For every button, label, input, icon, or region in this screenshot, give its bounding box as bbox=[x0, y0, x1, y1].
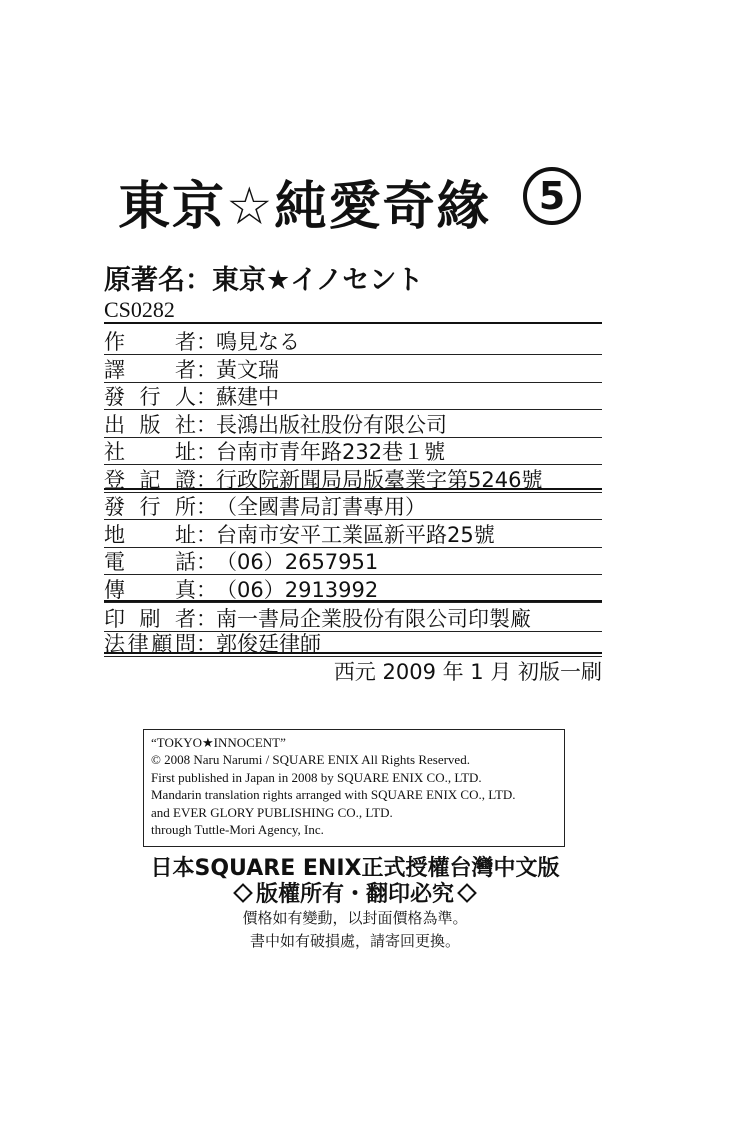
credit-value: 台南市青年路232巷１號 bbox=[216, 440, 446, 464]
colon-separator: ： bbox=[196, 631, 217, 656]
colon-separator: ： bbox=[196, 385, 217, 409]
rights-text: 版權所有・翻印必究 bbox=[255, 882, 454, 907]
credit-label: 發 行 人 bbox=[104, 385, 196, 409]
colon-separator: ： bbox=[196, 412, 217, 437]
colon-separator: ： bbox=[196, 440, 217, 464]
credit-label: 傳 真 bbox=[104, 577, 196, 602]
credit-label: 譯 者 bbox=[104, 357, 196, 382]
credit-label: 電 話 bbox=[104, 550, 196, 574]
divider bbox=[104, 488, 602, 490]
credit-value: （全國書局訂書專用） bbox=[216, 495, 426, 519]
credit-value: 行政院新聞局局版臺業字第5246號 bbox=[216, 467, 543, 492]
credit-label: 登 記 證 bbox=[104, 467, 196, 492]
divider bbox=[104, 652, 602, 654]
colon-separator: ： bbox=[196, 577, 217, 602]
copyright-line: © 2008 Naru Narumi / SQUARE ENIX All Rights Reserved. bbox=[151, 752, 470, 768]
diamond-icon bbox=[457, 883, 477, 903]
license-statement: 日本SQUARE ENIX正式授權台灣中文版 bbox=[150, 856, 560, 881]
credit-label: 法 律 顧 問 bbox=[104, 631, 196, 656]
copyright-box bbox=[143, 729, 565, 847]
rights-statement bbox=[0, 877, 710, 908]
colon-separator: ： bbox=[196, 522, 217, 547]
credit-label: 出 版 社 bbox=[104, 412, 196, 437]
credit-value: （06）2913992 bbox=[216, 577, 379, 602]
credit-label: 作 者 bbox=[104, 330, 196, 354]
colon-separator: ： bbox=[196, 357, 217, 382]
divider bbox=[104, 600, 602, 602]
colon-separator: ： bbox=[196, 550, 217, 574]
credit-value: 台南市安平工業區新平路25號 bbox=[216, 522, 495, 547]
colon-separator: ： bbox=[196, 330, 217, 354]
defect-notice: 書中如有破損處，請寄回更換。 bbox=[249, 932, 460, 950]
divider bbox=[104, 322, 602, 324]
credit-label: 地 址 bbox=[104, 522, 196, 547]
copyright-line: through Tuttle-Mori Agency, Inc. bbox=[151, 822, 324, 838]
original-title: 原著名：東京★イノセント bbox=[104, 265, 424, 296]
credit-value: （06）2657951 bbox=[216, 550, 379, 574]
credit-value: 黃文瑞 bbox=[216, 357, 279, 382]
diamond-icon bbox=[233, 883, 253, 903]
copyright-line: Mandarin translation rights arranged with SQUARE ENIX CO., LTD. bbox=[151, 787, 516, 803]
copyright-line: First published in Japan in 2008 by SQUARE ENIX CO., LTD. bbox=[151, 769, 482, 785]
credit-value: 長鴻出版社股份有限公司 bbox=[216, 412, 447, 437]
price-notice: 價格如有變動，以封面價格為準。 bbox=[242, 909, 468, 927]
copyright-line: “TOKYO★INNOCENT” bbox=[151, 735, 286, 750]
credit-value: 郭俊廷律師 bbox=[216, 631, 321, 656]
colon-separator: ： bbox=[196, 495, 217, 519]
credit-value: 南一書局企業股份有限公司印製廠 bbox=[216, 607, 531, 631]
catalog-code: CS0282 bbox=[104, 297, 175, 322]
book-title: 東京☆純愛奇緣 bbox=[118, 177, 491, 237]
credit-label: 印 刷 者 bbox=[104, 607, 196, 631]
copyright-line: and EVER GLORY PUBLISHING CO., LTD. bbox=[151, 804, 393, 820]
publication-date: 西元 2009 年 1 月 初版一刷 bbox=[333, 660, 602, 684]
credit-label: 社 址 bbox=[104, 440, 196, 464]
volume-number-badge: 5 bbox=[523, 167, 581, 225]
credit-value: 蘇建中 bbox=[216, 385, 279, 409]
colon-separator: ： bbox=[196, 607, 217, 631]
credit-value: 鳴見なる bbox=[216, 330, 300, 354]
colon-separator: ： bbox=[196, 467, 217, 492]
credit-label: 發 行 所 bbox=[104, 495, 196, 519]
